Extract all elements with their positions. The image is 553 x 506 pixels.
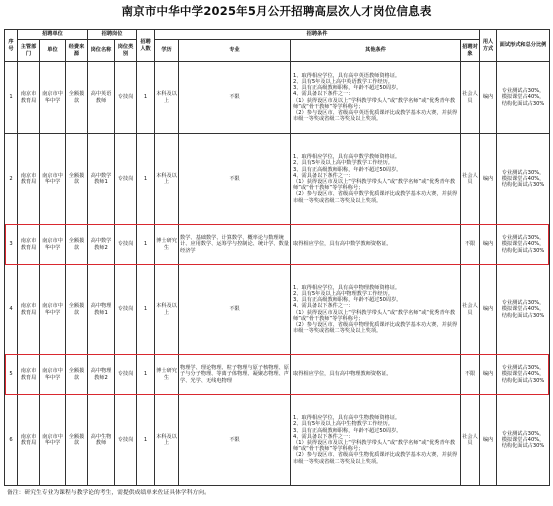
cell-no: 3 (5, 225, 18, 265)
condition-line: （1）获得设区市及以上“学科教学带头人”或“教学名师”或“优秀青年教师”或“骨干教师”等学科称号； (293, 179, 456, 192)
header-dept: 主管部门 (18, 40, 40, 62)
cell-post-type: 专技岗 (115, 62, 137, 134)
exam-line: 模拟课堂占40%， (501, 94, 545, 101)
cell-major: 数学、基础数学、计算数学、概率论与数理统计、应用数学、运筹学与控制论、统计学、数量经济学 (179, 225, 291, 265)
condition-line: 取得相应学位，具有高中物理教师资格证。 (293, 371, 392, 378)
header-post-name: 岗位名称 (88, 40, 115, 62)
exam-line: 专业测试占30%， (501, 88, 545, 95)
cell-fund: 全额拨款 (66, 225, 88, 265)
cell-post-name: 高中数学教师2 (88, 225, 115, 265)
condition-line: 4、需具备以下条件之一： (293, 303, 354, 310)
condition-line: 2、具有5年及以上高中英语教学工作经历。 (293, 78, 393, 85)
cell-exam (497, 395, 550, 486)
cell-method: 编内 (480, 355, 497, 395)
cell-method: 编内 (480, 395, 497, 486)
cell-exam (497, 134, 550, 225)
cell-no: 5 (5, 355, 18, 395)
cell-unit: 南京市中华中学 (40, 134, 66, 225)
cell-exam (497, 62, 550, 134)
cell-post-type: 专技岗 (115, 395, 137, 486)
header-unit: 单位 (40, 40, 66, 62)
condition-line: 1、取得相应学位，具有高中物理教师资格证。 (293, 284, 401, 291)
cell-major: 不限 (179, 395, 291, 486)
cell-no: 6 (5, 395, 18, 486)
table-body (5, 62, 550, 486)
cell-target: 社会人员 (461, 134, 480, 225)
cell-post-type: 专技岗 (115, 225, 137, 265)
cell-post-name: 高中物理教师2 (88, 355, 115, 395)
condition-line: 4、需具备以下条件之一： (293, 172, 354, 179)
cell-exam (497, 225, 550, 265)
condition-line: 1、取得相应学位，具有高中生物教师资格证。 (293, 415, 401, 422)
cell-unit: 南京市中华中学 (40, 265, 66, 355)
header-method: 用人方式 (480, 30, 497, 62)
job-table (4, 29, 550, 486)
cell-post-name: 高中生物教师 (88, 395, 115, 486)
exam-line: 模拟课堂占40%， (501, 175, 545, 182)
cell-unit: 南京市中华中学 (40, 355, 66, 395)
cell-method: 编内 (480, 225, 497, 265)
table-row (5, 62, 550, 134)
header-exam: 面试形式和总分比例 (497, 30, 550, 62)
condition-line: （1）获得设区市及以上“学科教学带头人”或“教学名师”或“优秀青年教师”或“骨干教师”等学科称号； (293, 440, 456, 453)
exam-line: 专业测试占30%， (501, 300, 545, 307)
cell-no: 2 (5, 134, 18, 225)
exam-line: 模拟课堂占40%， (501, 371, 545, 378)
cell-edu: 博士研究生 (155, 225, 179, 265)
condition-line: 3、具有正高级教师职称，年龄不超过50周岁。 (293, 297, 402, 304)
cell-target: 不限 (461, 225, 480, 265)
table-row (5, 395, 550, 486)
header-major: 专业 (179, 40, 291, 62)
header-post-group: 招聘岗位 (88, 30, 137, 40)
cell-edu: 本科及以上 (155, 265, 179, 355)
cell-other-conditions (291, 265, 461, 355)
condition-line: 2、具有5年及以上高中物理教学工作经历。 (293, 290, 393, 297)
condition-line: （1）获得设区市及以上“学科教学带头人”或“教学名师”或“优秀青年教师”或“骨干教师”等学科称号； (293, 309, 456, 322)
condition-line: 3、具有正高级教师职称，年龄不超过50周岁。 (293, 166, 402, 173)
table-row (5, 225, 550, 265)
cell-fund: 全额拨款 (66, 355, 88, 395)
cell-fund: 全额拨款 (66, 265, 88, 355)
table-row (5, 134, 550, 225)
condition-line: （2）参与设区市、省级高中生物优质课评比或教学基本功大赛，并获得市级一等奖或省级二等奖及以上奖项。 (293, 452, 458, 465)
header-other: 其他条件 (291, 40, 461, 62)
cell-post-type: 专技岗 (115, 355, 137, 395)
header-unit-group: 招聘单位 (18, 30, 88, 40)
header-edu: 学历 (155, 40, 179, 62)
cell-post-name: 高中数学教师1 (88, 134, 115, 225)
condition-line: （2）参与设区市、省级高中数学优质课评比或教学基本功大赛，并获得市级一等奖或省级二等奖及以上奖项。 (293, 191, 458, 204)
condition-line: （2）参与设区市、省级高中英语优质课评比或教学基本功大赛，并获得市级一等奖或省级二等奖及以上奖项。 (293, 109, 458, 123)
table-row (5, 265, 550, 355)
cell-count: 1 (137, 62, 155, 134)
cell-post-name: 高中英语教师 (88, 62, 115, 134)
cell-edu: 本科及以上 (155, 395, 179, 486)
cell-unit: 南京市中华中学 (40, 225, 66, 265)
condition-line: 4、需具备以下条件之一： (293, 91, 354, 98)
exam-line: 结构化面试占30% (501, 182, 545, 189)
cell-dept: 南京市教育局 (18, 265, 40, 355)
cell-fund: 全额拨款 (66, 134, 88, 225)
cell-target: 社会人员 (461, 265, 480, 355)
exam-line: 结构化面试占30% (501, 443, 545, 450)
header-fund: 经费来源 (66, 40, 88, 62)
cell-no: 4 (5, 265, 18, 355)
cell-post-type: 专技岗 (115, 134, 137, 225)
cell-count: 1 (137, 134, 155, 225)
condition-line: 2、具有5年及以上高中数学教学工作经历。 (293, 160, 393, 167)
cell-count: 1 (137, 355, 155, 395)
cell-method: 编内 (480, 265, 497, 355)
cell-count: 1 (137, 265, 155, 355)
exam-line: 专业测试占30%， (501, 430, 545, 437)
cell-other-conditions (291, 225, 461, 265)
cell-exam (497, 355, 550, 395)
cell-dept: 南京市教育局 (18, 225, 40, 265)
condition-line: 1、取得相应学位，具有高中英语教师资格证。 (293, 72, 401, 79)
exam-line: 结构化面试占30% (501, 100, 545, 107)
cell-fund: 全额拨款 (66, 62, 88, 134)
header-count: 招聘人数 (137, 30, 155, 62)
exam-line: 模拟课堂占40%， (501, 306, 545, 313)
exam-line: 模拟课堂占40%， (501, 241, 545, 248)
cell-dept: 南京市教育局 (18, 134, 40, 225)
condition-line: 3、具有正高级教师职称，年龄不超过50周岁。 (293, 85, 402, 92)
exam-line: 结构化面试占30% (501, 312, 545, 319)
cell-exam (497, 265, 550, 355)
condition-line: 4、需具备以下条件之一： (293, 433, 354, 440)
cell-post-name: 高中物理教师1 (88, 265, 115, 355)
cell-other-conditions (291, 395, 461, 486)
cell-unit: 南京市中华中学 (40, 62, 66, 134)
cell-target: 不限 (461, 355, 480, 395)
cell-count: 1 (137, 225, 155, 265)
cell-edu: 博士研究生 (155, 355, 179, 395)
cell-target: 社会人员 (461, 62, 480, 134)
condition-line: （1）获得设区市及以上“学科教学带头人”或“教学名师”或“优秀青年教师”或“骨干教师”等学科称号； (293, 97, 456, 110)
exam-line: 模拟课堂占40%， (501, 436, 545, 443)
header-no: 序号 (5, 30, 18, 62)
cell-unit: 南京市中华中学 (40, 395, 66, 486)
condition-line: 取得相应学位，具有高中数学教师资格证。 (293, 241, 392, 248)
condition-line: 3、具有正高级教师职称，年龄不超过50周岁。 (293, 427, 402, 434)
exam-line: 结构化面试占30% (501, 247, 545, 254)
cell-edu: 本科及以上 (155, 134, 179, 225)
header-target: 招聘对象 (461, 40, 480, 62)
footnote: 备注：研究生专业为课程与教学论的考生，需提供成绩单来佐证具体学科方向。 (7, 490, 210, 496)
cell-other-conditions (291, 134, 461, 225)
condition-line: （2）参与设区市、省级高中物理优质课评比或教学基本功大赛，并获得市级一等奖或省级二等奖及以上奖项。 (293, 321, 458, 335)
cell-major: 不限 (179, 134, 291, 225)
cell-other-conditions (291, 355, 461, 395)
cell-edu: 本科及以上 (155, 62, 179, 134)
cell-count: 1 (137, 395, 155, 486)
cell-method: 编内 (480, 62, 497, 134)
cell-method: 编内 (480, 134, 497, 225)
header-cond-group: 招聘条件 (155, 30, 480, 40)
cell-dept: 南京市教育局 (18, 395, 40, 486)
cell-major: 物理学、理论物理、粒子物理与原子核物理、原子与分子物理、等离子体物理、凝聚态物理、声学、光学、无线电物理 (179, 355, 291, 395)
cell-major: 不限 (179, 265, 291, 355)
cell-dept: 南京市教育局 (18, 62, 40, 134)
cell-target: 社会人员 (461, 395, 480, 486)
header-post-type: 岗位类别 (115, 40, 137, 62)
cell-major: 不限 (179, 62, 291, 134)
exam-line: 专业测试占30%， (501, 235, 545, 242)
exam-line: 专业测试占30%， (501, 169, 545, 176)
cell-no: 1 (5, 62, 18, 134)
cell-dept: 南京市教育局 (18, 355, 40, 395)
table-row (5, 355, 550, 395)
condition-line: 2、具有5年及以上高中生物教学工作经历。 (293, 421, 393, 428)
cell-fund: 全额拨款 (66, 395, 88, 486)
cell-post-type: 专技岗 (115, 265, 137, 355)
exam-line: 专业测试占30%， (501, 365, 545, 372)
exam-line: 结构化面试占30% (501, 377, 545, 384)
condition-line: 1、取得相应学位，具有高中数学教师资格证。 (293, 154, 401, 161)
document-title: 南京市中华中学2025年5月公开招聘高层次人才岗位信息表 (121, 4, 432, 18)
cell-other-conditions (291, 62, 461, 134)
